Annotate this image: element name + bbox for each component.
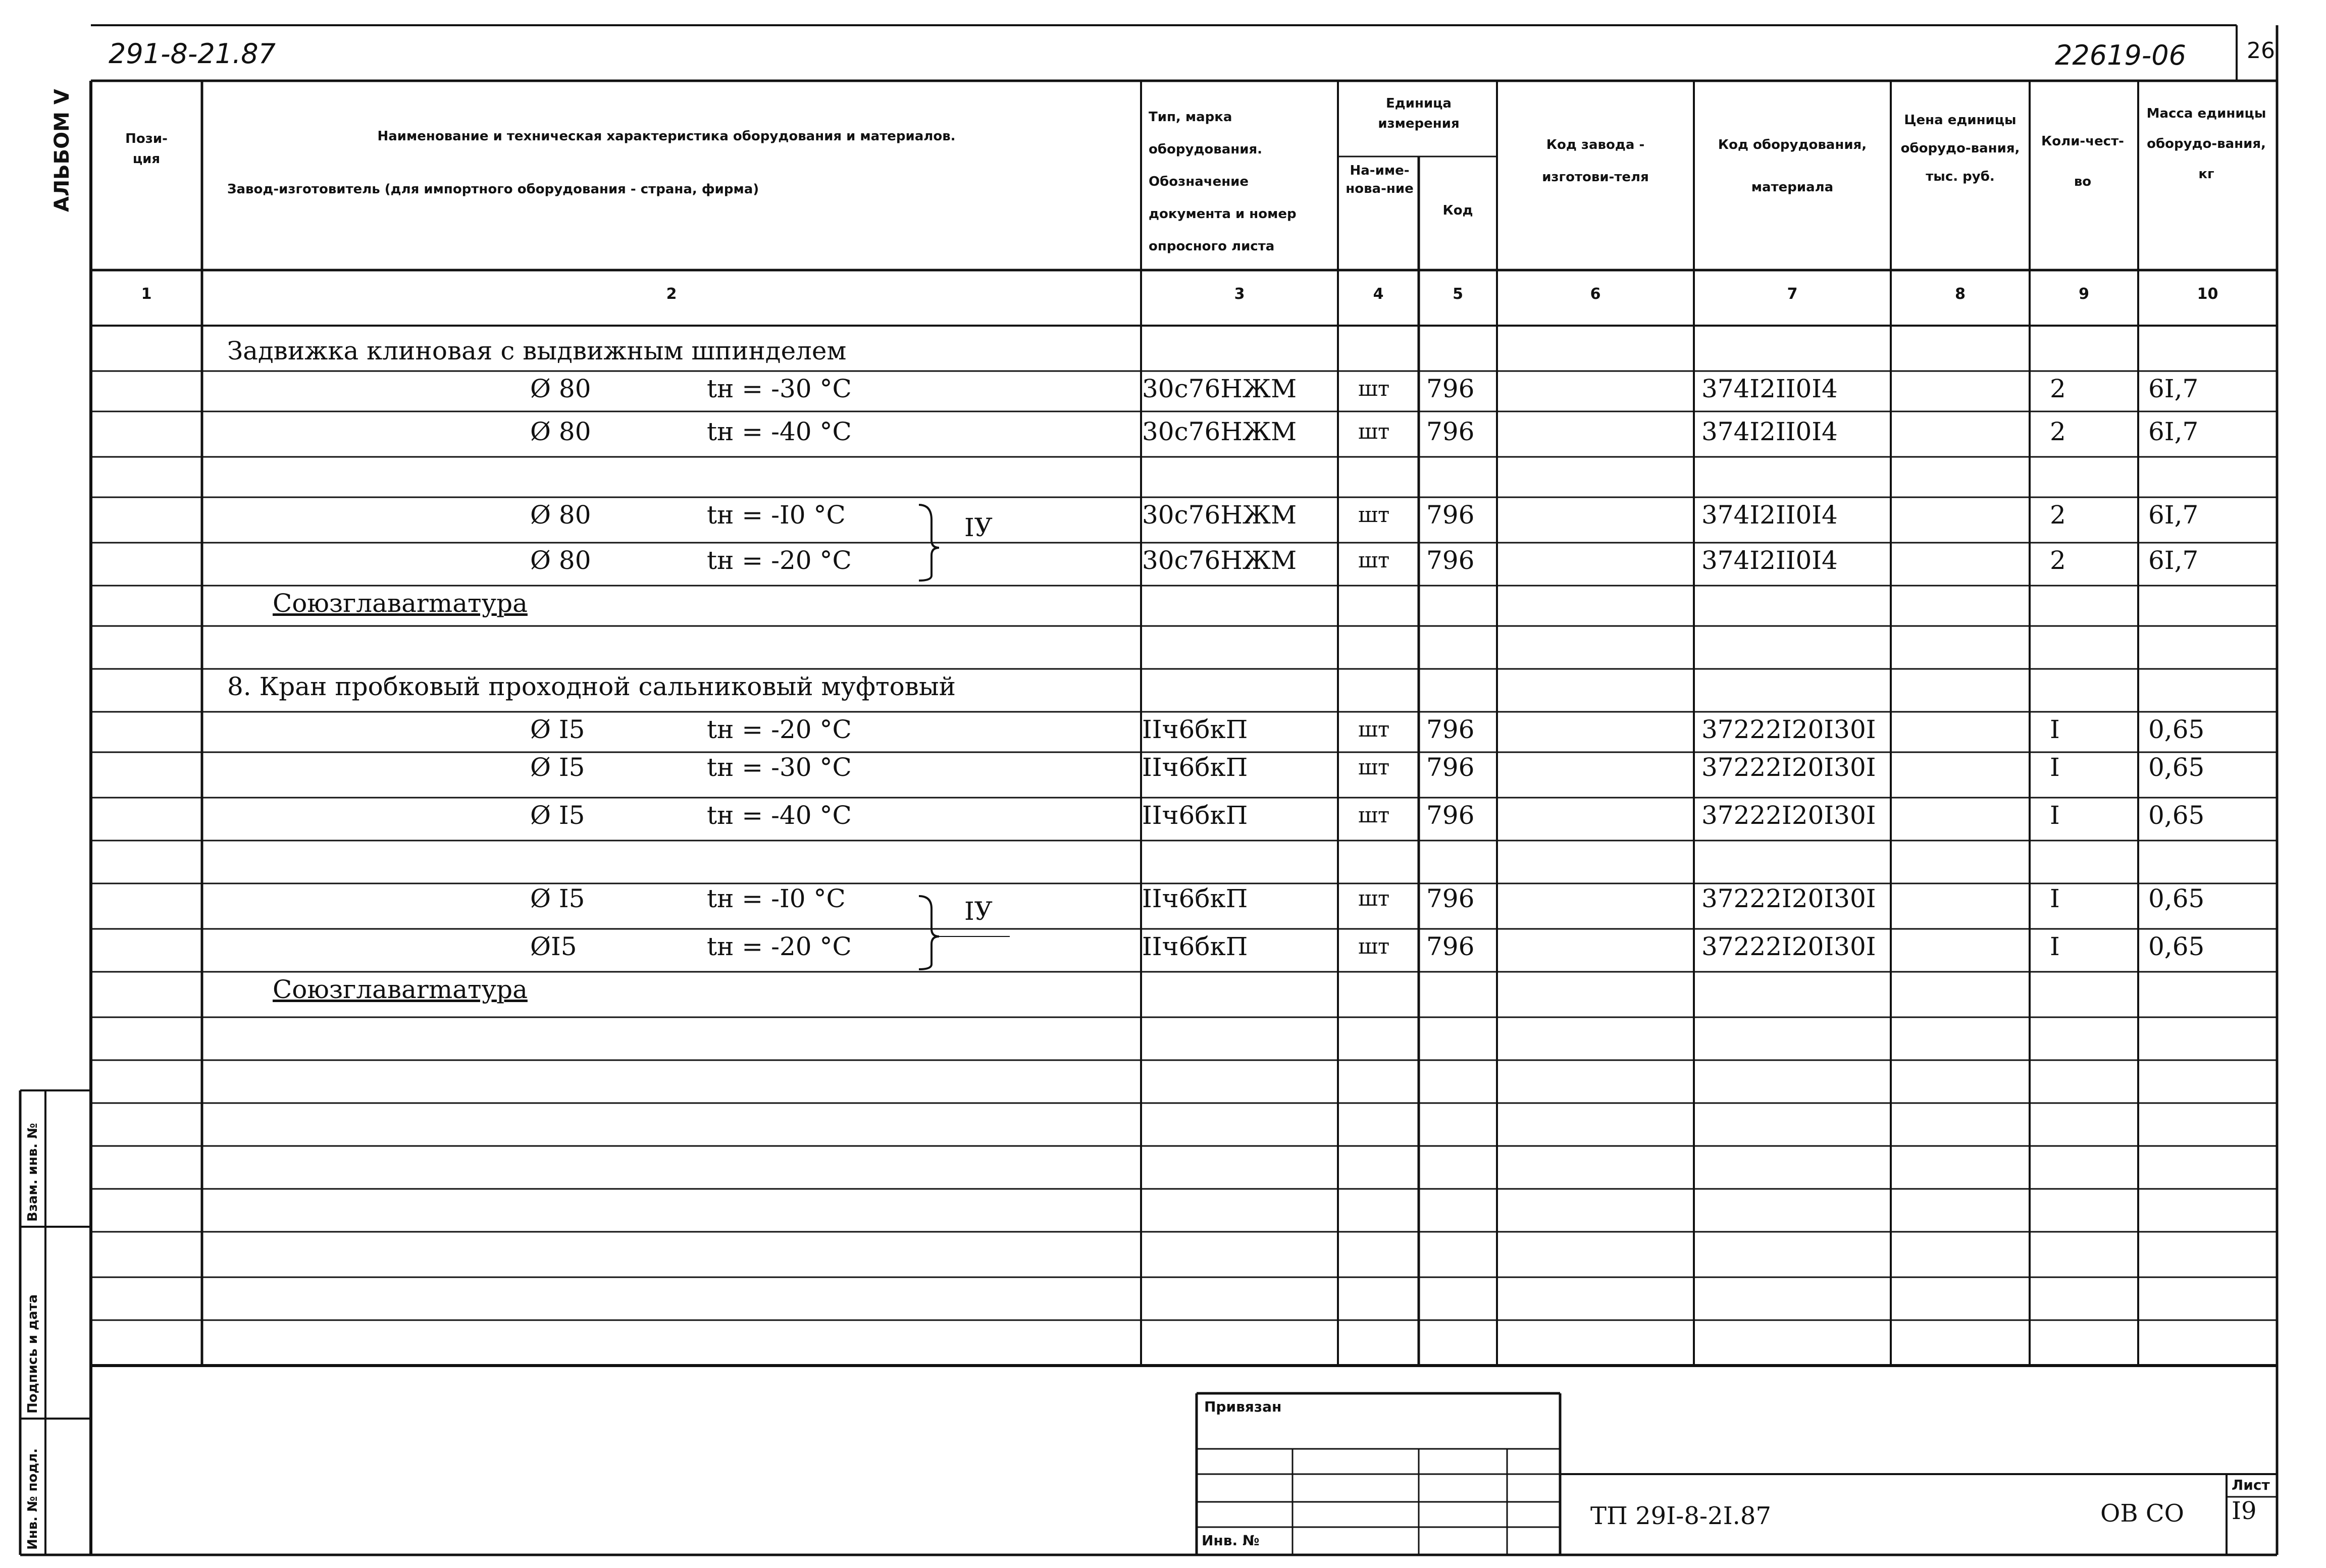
header-equipment-code: Код оборудования, материала <box>1718 137 1867 195</box>
row-temperature: tн = -20 °C <box>707 715 852 744</box>
row-heading: Задвижка клиновая с выдвижным шпинделем <box>227 336 847 365</box>
row-quantity: I <box>2050 932 2060 961</box>
row-type: IIч6бкП <box>1142 753 1248 782</box>
row-quantity: I <box>2050 801 2060 830</box>
stamp-inv-no: Инв. № <box>1202 1532 1260 1549</box>
row-mass: 0,65 <box>2148 801 2205 830</box>
row-unit-code: 796 <box>1426 801 1475 830</box>
column-number: 7 <box>1787 285 1798 303</box>
header-unit-name: На-име-нова-ние <box>1346 163 1414 196</box>
stamp-sheet-label: Лист <box>2232 1477 2270 1493</box>
column-number: 1 <box>141 285 152 303</box>
row-quantity: 2 <box>2050 417 2066 446</box>
row-equipment-code: 374I2II0I4 <box>1701 374 1838 403</box>
row-brace-label: IУ <box>964 897 993 926</box>
row-temperature: tн = -40 °C <box>707 801 852 830</box>
row-temperature: tн = -20 °C <box>707 932 852 961</box>
row-mass: 6I,7 <box>2148 500 2199 530</box>
header-name-line1: Наименование и техническая характеристика оборудования и материалов. <box>377 129 956 144</box>
row-unit-code: 796 <box>1426 884 1475 913</box>
row-type: 30с76НЖМ <box>1142 500 1297 530</box>
row-unit: шт <box>1358 419 1390 444</box>
header-unit: Единица измерения <box>1378 96 1460 131</box>
row-type: IIч6бкП <box>1142 715 1248 744</box>
row-quantity: I <box>2050 753 2060 782</box>
row-temperature: tн = -30 °C <box>707 753 852 782</box>
row-diameter: Ø I5 <box>530 753 585 782</box>
row-equipment-code: 37222I20I30I <box>1701 753 1876 782</box>
row-equipment-code: 374I2II0I4 <box>1701 500 1838 530</box>
header-quantity: Коли-чест-во <box>2041 134 2124 189</box>
stamp-sheet-number: I9 <box>2232 1497 2257 1525</box>
row-type: 30с76НЖМ <box>1142 417 1297 446</box>
row-type: IIч6бкП <box>1142 801 1248 830</box>
row-unit-code: 796 <box>1426 374 1475 403</box>
row-unit-code: 796 <box>1426 715 1475 744</box>
row-brace-label: IУ <box>964 513 993 542</box>
side-label-podpis: Подпись и дата <box>25 1294 40 1414</box>
row-quantity: I <box>2050 715 2060 744</box>
row-unit: шт <box>1358 886 1390 911</box>
row-equipment-code: 374I2II0I4 <box>1701 546 1838 575</box>
row-mass: 0,65 <box>2148 932 2205 961</box>
row-equipment-code: 37222I20I30I <box>1701 884 1876 913</box>
row-type: IIч6бкП <box>1142 884 1248 913</box>
header-position: Пози-ция <box>125 131 168 167</box>
row-mass: 6I,7 <box>2148 374 2199 403</box>
row-mass: 0,65 <box>2148 753 2205 782</box>
row-quantity: 2 <box>2050 546 2066 575</box>
column-number: 6 <box>1590 285 1601 303</box>
column-number: 9 <box>2079 285 2089 303</box>
album-label: АЛЬБОМ V <box>50 89 74 212</box>
row-unit: шт <box>1358 755 1390 779</box>
row-manufacturer: Союзглавarmатура <box>273 975 528 1004</box>
row-heading: 8. Кран пробковый проходной сальниковый муфтовый <box>227 672 956 701</box>
row-diameter: Ø I5 <box>530 715 585 744</box>
row-unit-code: 796 <box>1426 932 1475 961</box>
header-name-line2: Завод-изготовитель (для импортного оборудования - страна, фирма) <box>227 182 759 197</box>
column-number: 8 <box>1955 285 1966 303</box>
row-temperature: tн = -I0 °C <box>707 884 846 913</box>
header-mass: Масса единицы оборудо-вания, кг <box>2146 106 2266 182</box>
row-unit: шт <box>1358 717 1390 742</box>
row-temperature: tн = -I0 °C <box>707 500 846 530</box>
doc-number-left: 291-8-21.87 <box>109 38 276 70</box>
row-diameter: Ø 80 <box>530 546 591 575</box>
side-label-inv-podl: Инв. № подл. <box>25 1448 40 1550</box>
row-diameter: Ø 80 <box>530 417 591 446</box>
row-mass: 6I,7 <box>2148 546 2199 575</box>
row-temperature: tн = -40 °C <box>707 417 852 446</box>
stamp-privyazan: Привязан <box>1204 1398 1282 1415</box>
header-factory-code: Код завода - изготови-теля <box>1542 137 1649 185</box>
column-number: 2 <box>666 285 677 303</box>
row-unit: шт <box>1358 376 1390 401</box>
row-equipment-code: 37222I20I30I <box>1701 801 1876 830</box>
row-diameter: Ø I5 <box>530 801 585 830</box>
row-mass: 0,65 <box>2148 715 2205 744</box>
row-diameter: ØI5 <box>530 932 577 961</box>
row-unit-code: 796 <box>1426 753 1475 782</box>
row-quantity: I <box>2050 884 2060 913</box>
row-unit: шт <box>1358 502 1390 527</box>
header-unit-code: Код <box>1442 203 1473 218</box>
row-type: 30с76НЖМ <box>1142 374 1297 403</box>
row-equipment-code: 37222I20I30I <box>1701 932 1876 961</box>
row-mass: 0,65 <box>2148 884 2205 913</box>
row-unit-code: 796 <box>1426 417 1475 446</box>
row-quantity: 2 <box>2050 374 2066 403</box>
row-type: IIч6бкП <box>1142 932 1248 961</box>
side-label-vzam: Взам. инв. № <box>25 1123 40 1222</box>
row-quantity: 2 <box>2050 500 2066 530</box>
row-unit: шт <box>1358 548 1390 572</box>
row-unit: шт <box>1358 934 1390 959</box>
row-diameter: Ø I5 <box>530 884 585 913</box>
column-number: 3 <box>1234 285 1245 303</box>
row-manufacturer: Союзглавarmатура <box>273 589 528 618</box>
stamp-doc-code: ТП 29I-8-2I.87 <box>1590 1502 1771 1530</box>
row-mass: 6I,7 <box>2148 417 2199 446</box>
row-unit: шт <box>1358 803 1390 827</box>
column-number: 4 <box>1373 285 1384 303</box>
row-unit-code: 796 <box>1426 546 1475 575</box>
row-unit-code: 796 <box>1426 500 1475 530</box>
row-diameter: Ø 80 <box>530 500 591 530</box>
row-type: 30с76НЖМ <box>1142 546 1297 575</box>
row-temperature: tн = -20 °C <box>707 546 852 575</box>
page-number: 26 <box>2247 38 2275 64</box>
stamp-series: ОВ СО <box>2100 1499 2184 1528</box>
row-equipment-code: 374I2II0I4 <box>1701 417 1838 446</box>
doc-number-right: 22619-06 <box>2055 39 2186 71</box>
column-number: 10 <box>2197 285 2218 303</box>
column-number: 5 <box>1453 285 1463 303</box>
row-temperature: tн = -30 °C <box>707 374 852 403</box>
header-price: Цена единицы оборудо-вания, тыс. руб. <box>1900 113 2020 184</box>
row-equipment-code: 37222I20I30I <box>1701 715 1876 744</box>
row-diameter: Ø 80 <box>530 374 591 403</box>
header-type: Тип, марка оборудования. Обозначение документа и номер опросного листа <box>1149 110 1297 254</box>
